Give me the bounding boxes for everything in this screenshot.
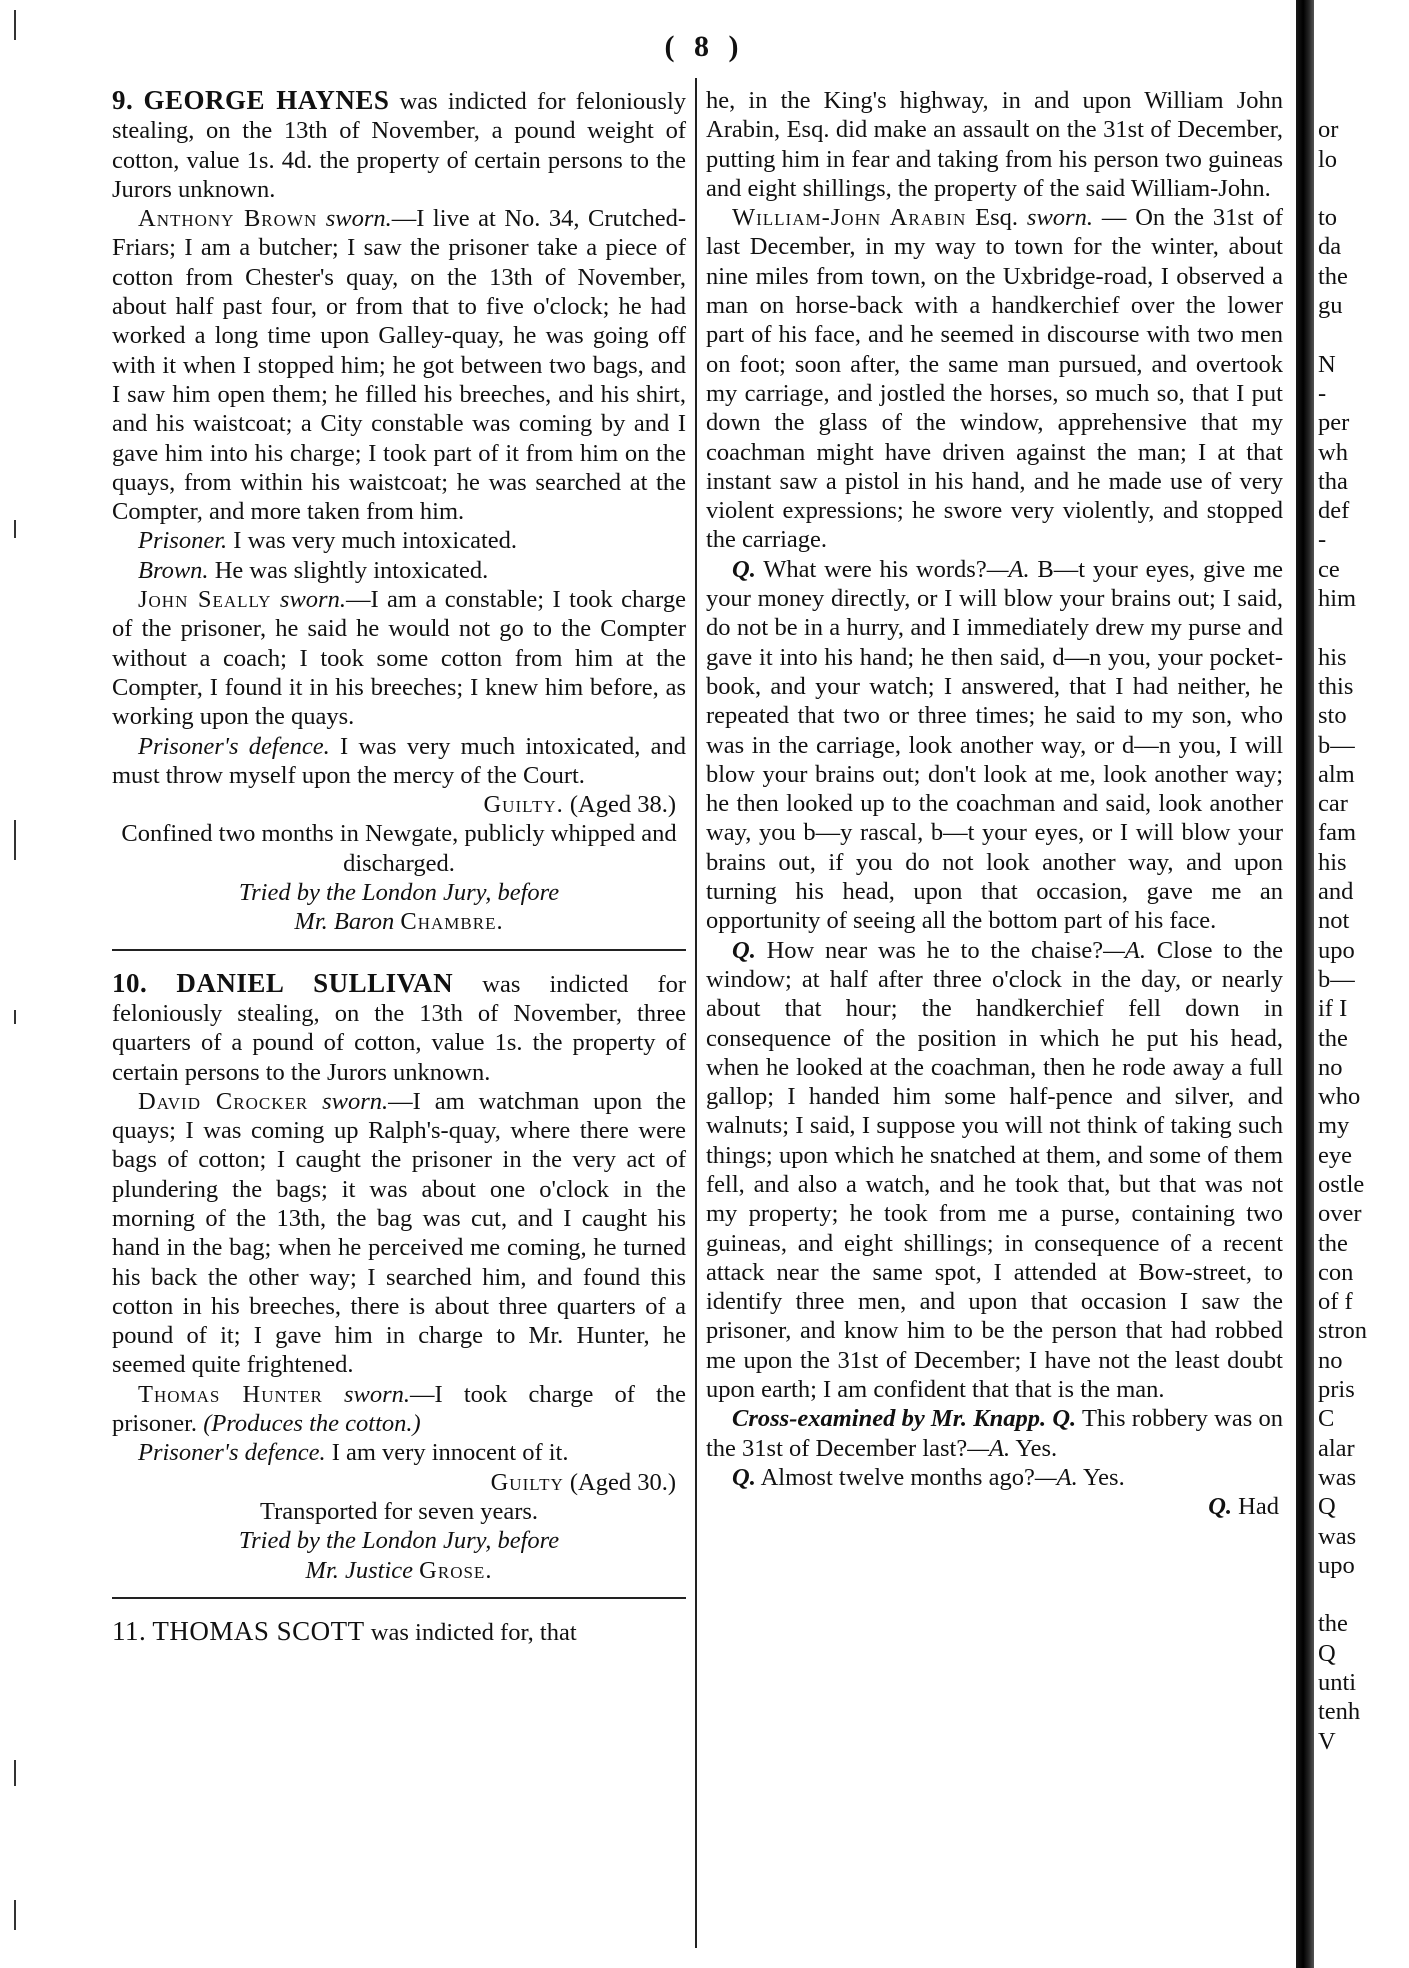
fragment-line <box>1318 1580 1409 1609</box>
judge-name: Chambre. <box>400 908 504 936</box>
fragment-line: ostle <box>1318 1170 1365 1198</box>
right-column <box>706 86 1283 1522</box>
fragment-line: per <box>1318 409 1350 437</box>
case-10-heading: 10. DANIEL SULLIVAN was indicted for feloniously stealing, on the 13th of November, three quarters of a pound of cotton, value 1s. the property of certain persons to the Jurors unknown. <box>112 967 687 1086</box>
case-11-heading: 11. THOMAS SCOTT was indicted for, that <box>112 1615 577 1646</box>
fragment-line: the <box>1318 262 1348 290</box>
defendant-name: THOMAS SCOTT <box>152 1615 365 1646</box>
fragment-line: def <box>1318 497 1350 525</box>
fragment-line: eye <box>1318 1141 1352 1169</box>
next-page-fragments <box>1318 86 1409 1756</box>
fragment-line: C <box>1318 1405 1335 1433</box>
witness-name: David Crocker <box>138 1087 309 1115</box>
fragment-line: the <box>1318 1024 1348 1052</box>
fragment-line: - <box>1318 526 1327 554</box>
indictment-text: was indicted for, that <box>370 1618 577 1646</box>
fragment-line: no <box>1318 1346 1343 1374</box>
fragment-line: Q <box>1318 1639 1336 1667</box>
fragment-line: V <box>1318 1727 1336 1755</box>
fragment-line: Q <box>1318 1493 1336 1521</box>
fragment-line: da <box>1318 233 1342 261</box>
fragment-line: lo <box>1318 145 1338 173</box>
prisoner-defence: Prisoner's defence. I was very much intoxicated, and must throw myself upon the mercy of the Court. <box>112 732 686 789</box>
sentence: Confined two months in Newgate, publicly whipped and discharged. <box>121 820 677 877</box>
cross-examined-label: Cross-examined by Mr. Knapp. <box>732 1405 1047 1433</box>
fragment-line <box>1318 86 1409 115</box>
age: (Aged 30.) <box>569 1468 676 1496</box>
fragment-line: fam <box>1318 819 1357 847</box>
witness-testimony: David Crocker sworn.—I am watchman upon the quays; I was coming up Ralph's-quay, where there were bags of cotton; I caught the prisoner in the very act of plundering the bags; it was about one o'clock in the morning of the 13th, the bag was cut, and I caught his hand in the bag; when he perceived me coming, he turned his back the other way; I searched him, and found this cotton in his breeches, there is about three quarters of a pound of it; I gave him in charge to Mr. Hunter, he seemed quite frightened. <box>112 1087 687 1379</box>
tried-line: Tried by the London Jury, before <box>238 879 560 907</box>
fragment-line: stron <box>1318 1317 1367 1345</box>
fragment-line: of f <box>1318 1288 1353 1316</box>
judge-line: Mr. Baron Chambre. <box>294 908 504 936</box>
fragment-line: alm <box>1318 760 1355 788</box>
fragment-line: not <box>1318 907 1350 935</box>
verdict: Guilty <box>490 1468 564 1496</box>
fragment-line: his <box>1318 643 1347 671</box>
fragment-line: b— <box>1318 965 1355 993</box>
fragment-line: unti <box>1318 1669 1357 1697</box>
fragment-line: - <box>1318 379 1327 407</box>
fragment-line: to <box>1318 204 1338 232</box>
fragment-line: upo <box>1318 936 1355 964</box>
question-answer: Q. What were his words?—A. B—t your eyes, give me your money directly, or I will blow your brains out; I said, do not be in a hurry, and I immediately drew my purse and gave it into his hand; he then said, d—n you, your pocket-book, and your watch; I answered, that I had neither, he repeated that two or three times; he said to my son, who was in the carriage, look another way, or d—n you, I will blow your brains out; don't look at me, look another way; he then looked up to the coachman and said, look another way, you b—y rascal, b—t your eyes, or I will blow your brains out, if you do not look another way, and upon turning his head, upon that occasion, gave me an opportunity of seeing all the bottom part of his face. <box>706 555 1284 935</box>
left-margin-specks <box>6 0 36 1968</box>
column-divider <box>695 78 697 1948</box>
age: (Aged 38.) <box>569 791 676 819</box>
prisoner-defence: Prisoner's defence. I am very innocent of it. <box>138 1439 569 1467</box>
witness-testimony: Thomas Hunter sworn.—I took charge of the prisoner. (Produces the cotton.) <box>112 1380 686 1438</box>
witness-name: William-John Arabin <box>732 204 967 232</box>
fragment-line: him <box>1318 585 1357 613</box>
indictment-continuation: he, in the King's highway, in and upon William John Arabin, Esq. did make an assault on the 31st of December, putting him in fear and taking from his person two guineas and eight shillings, the property of the said William-John. <box>706 87 1283 202</box>
indictment-text: was indicted for feloniously stealing, on the 13th of November, three quarters of a pound of cotton, value 1s. the property of certain persons to the Jurors unknown. <box>112 970 687 1086</box>
fragment-line: alar <box>1318 1434 1355 1462</box>
verdict-line <box>112 790 686 819</box>
judge-name: Grose. <box>419 1556 493 1584</box>
page-binding-shadow <box>1296 0 1314 1968</box>
fragment-line: gu <box>1318 292 1343 320</box>
fragment-line: tha <box>1318 467 1348 495</box>
question-answer: Q. Almost twelve months ago?—A. Yes. <box>732 1463 1125 1491</box>
fragment-line: no <box>1318 1053 1343 1081</box>
fragment-line: pris <box>1318 1376 1355 1404</box>
judge-line: Mr. Justice Grose. <box>305 1556 493 1584</box>
section-rule <box>112 1597 686 1599</box>
witness-testimony: Anthony Brown sworn.—I live at No. 34, Crutched-Friars; I am a butcher; I saw the prisoner take a piece of cotton from Chester's quay, on the 13th of November, about half past four, or from that to five o'clock; he had worked a long time upon Galley-quay, he was going off with it when I stopped him; he got between two bags, and I saw him open them; he filled his breeches, and his shirt, and his waistcoat; a City constable was coming by and I gave him into his charge; I took part of it from him on the quays, from within his waistcoat; he was searched at the Compter, and more taken from him. <box>112 205 686 526</box>
fragment-line: ce <box>1318 555 1340 583</box>
fragment-line: who <box>1318 1083 1361 1111</box>
fragment-line: this <box>1318 672 1354 700</box>
witness-testimony: John Seally sworn.—I am a constable; I took charge of the prisoner, he said he would not go to the Compter without a coach; I took some cotton from him at the Compter, I found it in his breeches; I knew him before, as working upon the quays. <box>112 586 686 731</box>
fragment-line: N <box>1318 350 1336 378</box>
sentence: Transported for seven years. <box>259 1497 539 1525</box>
witness-name: John Seally <box>138 586 272 614</box>
fragment-line: if I <box>1318 995 1348 1023</box>
witness-reply: Brown. He was slightly intoxicated. <box>138 556 489 584</box>
witness-name: Thomas Hunter <box>138 1380 323 1408</box>
fragment-line: or <box>1318 116 1339 144</box>
fragment-line: car <box>1318 790 1348 818</box>
fragment-line: sto <box>1318 702 1347 730</box>
fragment-line <box>1318 174 1409 203</box>
verdict-line <box>112 1468 686 1497</box>
cross-examination: Cross-examined by Mr. Knapp. Q. This robbery was on the 31st of December last?—A. Yes. <box>706 1405 1283 1462</box>
fragment-line: over <box>1318 1200 1362 1228</box>
stage-note: (Produces the cotton.) <box>203 1410 421 1438</box>
fragment-line: con <box>1318 1258 1354 1286</box>
tried-line: Tried by the London Jury, before <box>238 1527 560 1555</box>
fragment-line <box>1318 613 1409 642</box>
fragment-line: the <box>1318 1610 1348 1638</box>
fragment-line: was <box>1318 1522 1357 1550</box>
section-rule <box>112 949 686 951</box>
fragment-line: his <box>1318 848 1347 876</box>
verdict: Guilty. <box>483 791 564 819</box>
prisoner-statement: Prisoner. I was very much intoxicated. <box>138 527 517 555</box>
case-9-heading: 9. GEORGE HAYNES was indicted for feloniously stealing, on the 13th of November, a pound weight of cotton, value 1s. 4d. the property of certain persons to the Jurors unknown. <box>112 85 686 203</box>
question-answer: Q. How near was he to the chaise?—A. Close to the window; at half after three o'clock in the day, or nearly about that hour; the handkerchief fell down in consequence of the position in which he put his head, when he looked at the coachman, then he rode away a full gallop; I handed him some half-pence and silver, and walnuts; I said, I suppose you will not think of taking such things; upon which he snatched at them, and some of them fell, and also a watch, and he took that, but that was not my property; he took from me a purse, containing two guineas, and eight shillings; in consequence of a recent attack near the same spot, I attended at Bow-street, to identify three men, and upon that occasion I saw the prisoner, and know him to be the person that had robbed me upon the 31st of December; I have not the least doubt upon earth; I am confident that that is the man. <box>706 936 1284 1404</box>
fragment-line: tenh <box>1318 1698 1361 1726</box>
fragment-line: b— <box>1318 731 1355 759</box>
defendant-name: DANIEL SULLIVAN <box>176 967 454 998</box>
fragment-line: and <box>1318 878 1354 906</box>
defendant-name: GEORGE HAYNES <box>143 85 390 115</box>
fragment-line <box>1318 320 1409 349</box>
fragment-line: the <box>1318 1229 1348 1257</box>
fragment-line: was <box>1318 1463 1357 1491</box>
left-column <box>112 86 686 1647</box>
fragment-line: upo <box>1318 1551 1355 1579</box>
catchword: Q. Had <box>1208 1493 1279 1521</box>
witness-name: Anthony Brown <box>138 205 318 233</box>
page-number: ( 8 ) <box>664 30 745 63</box>
indictment-text: was indicted for feloniously stealing, on the 13th of November, a pound weight of cotton, value 1s. 4d. the property of certain persons to the Jurors unknown. <box>112 88 686 203</box>
witness-testimony: William-John Arabin Esq. sworn. — On the 31st of last December, in my way to town for the winter, about nine miles from town, on the Uxbridge-road, I observed a man on horse-back with a handkerchief over the lower part of his face, and he seemed in discourse with two men on foot; soon after, the same man pursued, and overtook my carriage, and jostled the horses, so much so, that I put down the glass of the window, apprehensive that my coachman might have driven against the man; I at that instant saw a pistol in his hand, and he made use of very violent expressions; he swore very violently, and stopped the carriage. <box>706 204 1284 554</box>
fragment-line: my <box>1318 1112 1350 1140</box>
fragment-line: wh <box>1318 438 1348 466</box>
